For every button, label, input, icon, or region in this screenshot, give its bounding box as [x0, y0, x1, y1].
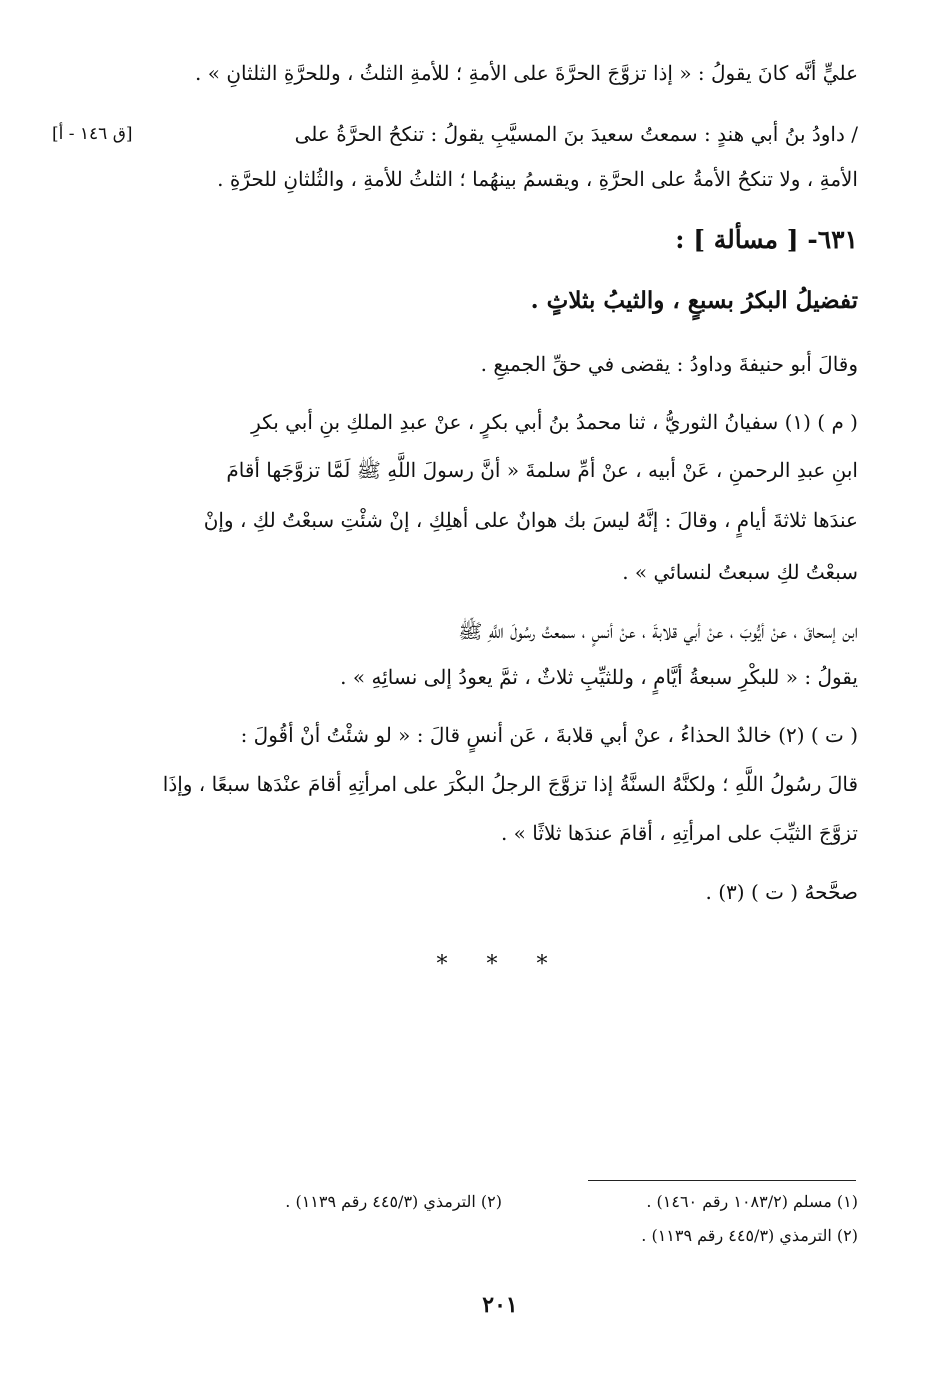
- text-line-3: الأمةِ ، ولا تنكحُ الأمةُ على الحرَّةِ ، ويقسمُ بينهُما ؛ الثلثُ للأمةِ ، والثُلثانِ للحرَّةِ .: [217, 167, 858, 191]
- text-line-7: ( م ) (١) سفيانُ الثوريُّ ، ثنا محمدُ بنُ أبي بكرٍ ، عنْ عبدِ الملكِ بنِ أبي بكرِ: [251, 410, 858, 434]
- text-line-8: ابنِ عبدِ الرحمنِ ، عَنْ أبيه ، عنْ أمِّ سلمةَ « أنَّ رسولَ اللَّهِ ﷺ لَمَّا تزوَّجَها أقامَ: [226, 458, 858, 482]
- manuscript-folio-note: [ق ١٤٦ - أ]: [52, 124, 133, 144]
- text-line-14: قالَ رسُولُ اللَّهِ ؛ ولكنَّهُ السنَّةُ إذا تزوَّجَ الرجلُ البكْرَ على امرأتِهِ أقامَ عنْدَها سبعًا ، وإذَا: [162, 772, 858, 796]
- section-separator: * * *: [436, 952, 564, 977]
- page-number: ٢٠١: [482, 1292, 518, 1318]
- text-line-10: سبعْتُ لكِ سبعتُ لنسائي » .: [622, 560, 858, 584]
- footnote-2-left: (٢) الترمذي (٤٤٥/٣ رقم ١١٣٩) .: [285, 1192, 502, 1211]
- text-line-2: / داودُ بنُ أبي هندٍ : سمعتُ سعيدَ بنَ المسيَّبِ يقولُ : تنكحُ الحرَّةُ على: [294, 122, 858, 146]
- text-line-12: يقولُ : « للبكْرِ سبعةُ أيَّامٍ ، وللثيِّبِ ثلاثٌ ، ثمَّ يعودُ إلى نسائِهِ » .: [340, 665, 858, 689]
- text-line-13: ( ت ) (٢) خالدٌ الحذاءُ ، عنْ أبي قلابةَ ، عَن أنسٍ قالَ : « لو شئْتُ أنْ أقُولَ :: [240, 723, 858, 747]
- section-subheading: تفضيلُ البكرُ بسبعٍ ، والثيبُ بثلاثٍ .: [530, 287, 858, 314]
- text-line-9: عندَها ثلاثةَ أيامٍ ، وقالَ : إنَّهُ ليسَ بك هوانٌ على أهلِكِ ، إنْ شئْتِ سبعْتُ لكِ ، وإنْ: [203, 508, 858, 532]
- footnote-1: (١) مسلم (١٠٨٣/٢ رقم ١٤٦٠) .: [646, 1192, 858, 1211]
- text-line-15: تزوَّجَ الثيِّبَ على امرأتِهِ ، أقامَ عندَها ثلاثًا » .: [500, 821, 858, 845]
- text-line-11: ابن إسحاقَ ، عنْ أيُّوبَ ، عنْ أبي قلابةَ ، عنْ أنسٍ ، سمعتُ رسُولَ اللَّهِ ﷺ: [458, 619, 858, 643]
- footnote-2: (٢) الترمذي (٤٤٥/٣ رقم ١١٣٩) .: [641, 1226, 858, 1245]
- text-line-16: صحَّحهُ ( ت ) (٣) .: [705, 880, 858, 904]
- text-line-6: وقالَ أبو حنيفةَ وداودُ : يقضى في حقِّ الجميعِ .: [480, 352, 858, 376]
- footnote-rule: [588, 1180, 856, 1181]
- section-heading: ٦٣١- [ مسألة ] :: [675, 225, 858, 254]
- text-line-1: عليٍّ أنَّه كانَ يقولُ : « إذا تزوَّجَ الحرَّةَ على الأمةِ ؛ للأمةِ الثلثُ ، وللحرَّةِ الثلثانِ » .: [195, 61, 858, 85]
